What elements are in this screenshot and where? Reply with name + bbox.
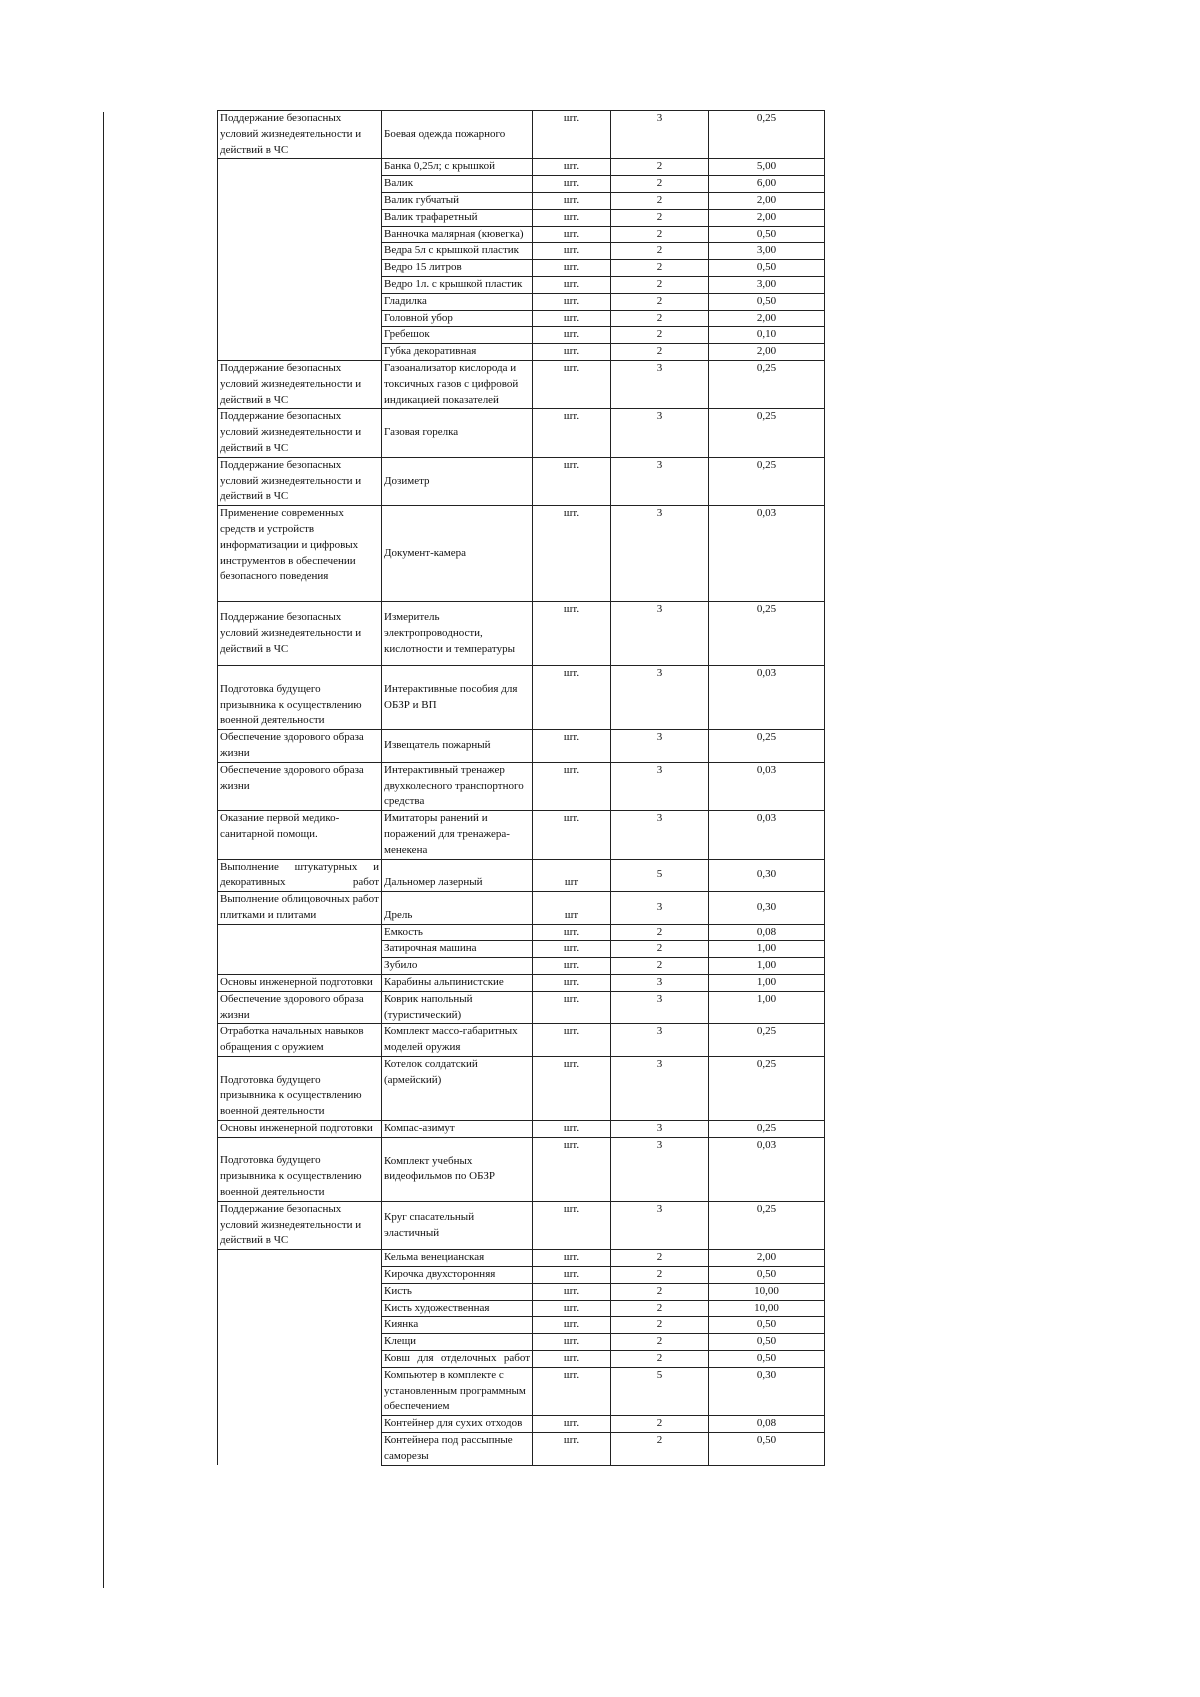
value-cell: 0,08 bbox=[709, 924, 825, 941]
section-cell: Поддержание безопасных условий жизнедеятельности и действий в ЧС bbox=[218, 457, 382, 505]
table-row bbox=[218, 327, 825, 344]
unit-cell: шт. bbox=[533, 506, 611, 602]
unit-cell: шт. bbox=[533, 327, 611, 344]
table-row bbox=[218, 1351, 825, 1368]
table-row bbox=[218, 310, 825, 327]
qty-cell: 2 bbox=[611, 243, 709, 260]
qty-cell: 2 bbox=[611, 159, 709, 176]
section-cell bbox=[218, 159, 382, 176]
left-margin-line bbox=[103, 112, 104, 1588]
unit-cell: шт. bbox=[533, 991, 611, 1024]
qty-cell: 3 bbox=[611, 111, 709, 159]
value-cell: 1,00 bbox=[709, 991, 825, 1024]
qty-cell: 3 bbox=[611, 811, 709, 859]
section-cell: Отработка начальных навыков обращения с оружием bbox=[218, 1024, 382, 1057]
qty-cell: 3 bbox=[611, 762, 709, 810]
value-cell: 0,50 bbox=[709, 1334, 825, 1351]
table-row bbox=[218, 762, 825, 810]
qty-cell: 3 bbox=[611, 457, 709, 505]
unit-cell: шт bbox=[533, 859, 611, 892]
unit-cell: шт. bbox=[533, 276, 611, 293]
unit-cell: шт. bbox=[533, 1057, 611, 1121]
qty-cell: 2 bbox=[611, 1416, 709, 1433]
qty-cell: 3 bbox=[611, 892, 709, 925]
unit-cell: шт. bbox=[533, 360, 611, 408]
unit-cell: шт. bbox=[533, 344, 611, 361]
section-cell: Основы инженерной подготовки bbox=[218, 975, 382, 992]
item-cell: Ванночка малярная (кювегка) bbox=[382, 226, 533, 243]
qty-cell: 2 bbox=[611, 1433, 709, 1466]
section-cell bbox=[218, 260, 382, 277]
section-cell bbox=[218, 192, 382, 209]
value-cell: 0,25 bbox=[709, 730, 825, 763]
table-row bbox=[218, 226, 825, 243]
qty-cell: 2 bbox=[611, 1317, 709, 1334]
table-row bbox=[218, 176, 825, 193]
qty-cell: 3 bbox=[611, 1024, 709, 1057]
value-cell: 0,10 bbox=[709, 327, 825, 344]
section-cell bbox=[218, 1317, 382, 1334]
table-row bbox=[218, 811, 825, 859]
value-cell: 0,03 bbox=[709, 762, 825, 810]
section-cell bbox=[218, 1283, 382, 1300]
value-cell: 1,00 bbox=[709, 941, 825, 958]
qty-cell: 2 bbox=[611, 1334, 709, 1351]
section-cell bbox=[218, 243, 382, 260]
section-cell bbox=[218, 1416, 382, 1433]
section-cell: Поддержание безопасных условий жизнедеятельности и действий в ЧС bbox=[218, 111, 382, 159]
table-row bbox=[218, 975, 825, 992]
section-cell: Обеспечение здорового образа жизни bbox=[218, 991, 382, 1024]
qty-cell: 2 bbox=[611, 1250, 709, 1267]
table-row bbox=[218, 1317, 825, 1334]
qty-cell: 2 bbox=[611, 344, 709, 361]
table-row bbox=[218, 344, 825, 361]
qty-cell: 2 bbox=[611, 958, 709, 975]
unit-cell: шт. bbox=[533, 176, 611, 193]
value-cell: 0,25 bbox=[709, 1057, 825, 1121]
qty-cell: 3 bbox=[611, 975, 709, 992]
qty-cell: 2 bbox=[611, 1300, 709, 1317]
item-cell: Затирочная машина bbox=[382, 941, 533, 958]
value-cell: 2,00 bbox=[709, 310, 825, 327]
table-row bbox=[218, 457, 825, 505]
value-cell: 6,00 bbox=[709, 176, 825, 193]
item-cell: Боевая одежда пожарного bbox=[382, 111, 533, 159]
table-row bbox=[218, 243, 825, 260]
item-cell: Котелок солдатский (армейский) bbox=[382, 1057, 533, 1121]
value-cell: 0,08 bbox=[709, 1416, 825, 1433]
qty-cell: 2 bbox=[611, 192, 709, 209]
unit-cell: шт. bbox=[533, 159, 611, 176]
unit-cell: шт. bbox=[533, 666, 611, 730]
value-cell: 0,03 bbox=[709, 811, 825, 859]
unit-cell: шт bbox=[533, 892, 611, 925]
table-row bbox=[218, 666, 825, 730]
section-cell: Поддержание безопасных условий жизнедеятельности и действий в ЧС bbox=[218, 1201, 382, 1249]
qty-cell: 3 bbox=[611, 1057, 709, 1121]
unit-cell: шт. bbox=[533, 1137, 611, 1201]
table-row bbox=[218, 1057, 825, 1121]
qty-cell: 2 bbox=[611, 226, 709, 243]
qty-cell: 5 bbox=[611, 859, 709, 892]
section-cell: Подготовка будущего призывника к осуществлению военной деятельности bbox=[218, 666, 382, 730]
unit-cell: шт. bbox=[533, 1283, 611, 1300]
value-cell: 0,03 bbox=[709, 506, 825, 602]
qty-cell: 3 bbox=[611, 1121, 709, 1138]
value-cell: 0,30 bbox=[709, 892, 825, 925]
unit-cell: шт. bbox=[533, 1201, 611, 1249]
unit-cell: шт. bbox=[533, 1121, 611, 1138]
item-cell: Кисть bbox=[382, 1283, 533, 1300]
unit-cell: шт. bbox=[533, 192, 611, 209]
table-row bbox=[218, 892, 825, 925]
section-cell bbox=[218, 276, 382, 293]
section-cell: Применение современных средств и устройств информатизации и цифровых инструментов в обеспечении безопасного поведения bbox=[218, 506, 382, 602]
value-cell: 0,50 bbox=[709, 1433, 825, 1466]
unit-cell: шт. bbox=[533, 1416, 611, 1433]
value-cell: 0,25 bbox=[709, 602, 825, 666]
item-cell: Компьютер в комплекте с установленным программным обеспечением bbox=[382, 1367, 533, 1415]
qty-cell: 3 bbox=[611, 506, 709, 602]
section-cell: Выполнение облицовочных работ плитками и плитами bbox=[218, 892, 382, 925]
qty-cell: 2 bbox=[611, 1267, 709, 1284]
unit-cell: шт. bbox=[533, 457, 611, 505]
unit-cell: шт. bbox=[533, 1250, 611, 1267]
qty-cell: 3 bbox=[611, 602, 709, 666]
item-cell: Документ-камера bbox=[382, 506, 533, 602]
unit-cell: шт. bbox=[533, 260, 611, 277]
value-cell: 0,25 bbox=[709, 1201, 825, 1249]
section-cell bbox=[218, 1433, 382, 1466]
item-cell: Зубило bbox=[382, 958, 533, 975]
section-cell: Выполнение штукатурных и декоративных работ bbox=[218, 859, 382, 892]
value-cell: 2,00 bbox=[709, 344, 825, 361]
table-row bbox=[218, 1283, 825, 1300]
item-cell: Дозиметр bbox=[382, 457, 533, 505]
unit-cell: шт. bbox=[533, 941, 611, 958]
unit-cell: шт. bbox=[533, 1024, 611, 1057]
item-cell: Головной убор bbox=[382, 310, 533, 327]
table-row bbox=[218, 159, 825, 176]
section-cell: Подготовка будущего призывника к осуществлению военной деятельности bbox=[218, 1137, 382, 1201]
item-cell: Компас-азимут bbox=[382, 1121, 533, 1138]
qty-cell: 2 bbox=[611, 260, 709, 277]
value-cell: 3,00 bbox=[709, 276, 825, 293]
item-cell: Кирочка двухсторонняя bbox=[382, 1267, 533, 1284]
value-cell: 5,00 bbox=[709, 159, 825, 176]
qty-cell: 2 bbox=[611, 176, 709, 193]
item-cell: Кисть художественная bbox=[382, 1300, 533, 1317]
section-cell: Обеспечение здорового образа жизни bbox=[218, 762, 382, 810]
qty-cell: 2 bbox=[611, 1351, 709, 1368]
value-cell: 0,50 bbox=[709, 226, 825, 243]
value-cell: 2,00 bbox=[709, 1250, 825, 1267]
item-cell: Имитаторы ранений и поражений для тренажера-менекена bbox=[382, 811, 533, 859]
table-row bbox=[218, 924, 825, 941]
item-cell: Круг спасательный эластичный bbox=[382, 1201, 533, 1249]
unit-cell: шт. bbox=[533, 1317, 611, 1334]
section-cell bbox=[218, 958, 382, 975]
section-cell: Основы инженерной подготовки bbox=[218, 1121, 382, 1138]
unit-cell: шт. bbox=[533, 409, 611, 457]
table-row bbox=[218, 991, 825, 1024]
item-cell: Ведро 1л. с крышкой пластик bbox=[382, 276, 533, 293]
value-cell: 3,00 bbox=[709, 243, 825, 260]
value-cell: 1,00 bbox=[709, 958, 825, 975]
section-cell bbox=[218, 1367, 382, 1415]
unit-cell: шт. bbox=[533, 243, 611, 260]
section-cell: Оказание первой медико-санитарной помощи. bbox=[218, 811, 382, 859]
item-cell: Клещи bbox=[382, 1334, 533, 1351]
qty-cell: 2 bbox=[611, 293, 709, 310]
section-cell bbox=[218, 209, 382, 226]
qty-cell: 2 bbox=[611, 924, 709, 941]
unit-cell: шт. bbox=[533, 209, 611, 226]
value-cell: 0,30 bbox=[709, 859, 825, 892]
section-cell: Поддержание безопасных условий жизнедеятельности и действий в ЧС bbox=[218, 602, 382, 666]
unit-cell: шт. bbox=[533, 602, 611, 666]
qty-cell: 2 bbox=[611, 209, 709, 226]
table-row bbox=[218, 730, 825, 763]
value-cell: 10,00 bbox=[709, 1283, 825, 1300]
item-cell: Губка декоративная bbox=[382, 344, 533, 361]
qty-cell: 3 bbox=[611, 360, 709, 408]
section-cell bbox=[218, 226, 382, 243]
item-cell: Карабины альпинистские bbox=[382, 975, 533, 992]
unit-cell: шт. bbox=[533, 762, 611, 810]
qty-cell: 2 bbox=[611, 1283, 709, 1300]
item-cell: Комплект учебных видеофильмов по ОБЗР bbox=[382, 1137, 533, 1201]
table-row bbox=[218, 941, 825, 958]
table-row bbox=[218, 276, 825, 293]
qty-cell: 3 bbox=[611, 1137, 709, 1201]
item-cell: Комплект массо-габаритных моделей оружия bbox=[382, 1024, 533, 1057]
value-cell: 0,25 bbox=[709, 409, 825, 457]
table-row bbox=[218, 859, 825, 892]
unit-cell: шт. bbox=[533, 730, 611, 763]
section-cell: Поддержание безопасных условий жизнедеятельности и действий в ЧС bbox=[218, 360, 382, 408]
section-cell bbox=[218, 1300, 382, 1317]
item-cell: Киянка bbox=[382, 1317, 533, 1334]
value-cell: 2,00 bbox=[709, 209, 825, 226]
unit-cell: шт. bbox=[533, 111, 611, 159]
table-row bbox=[218, 1024, 825, 1057]
value-cell: 0,25 bbox=[709, 360, 825, 408]
item-cell: Дрель bbox=[382, 892, 533, 925]
table-row bbox=[218, 111, 825, 159]
section-cell bbox=[218, 176, 382, 193]
unit-cell: шт. bbox=[533, 1351, 611, 1368]
item-cell: Ведра 5л с крышкой пластик bbox=[382, 243, 533, 260]
section-cell bbox=[218, 344, 382, 361]
qty-cell: 3 bbox=[611, 991, 709, 1024]
section-cell: Подготовка будущего призывника к осуществлению военной деятельности bbox=[218, 1057, 382, 1121]
table-row bbox=[218, 1137, 825, 1201]
table-row bbox=[218, 1121, 825, 1138]
equipment-table bbox=[217, 110, 825, 1466]
value-cell: 0,25 bbox=[709, 1121, 825, 1138]
unit-cell: шт. bbox=[533, 1267, 611, 1284]
section-cell bbox=[218, 1250, 382, 1267]
table-row bbox=[218, 360, 825, 408]
value-cell: 1,00 bbox=[709, 975, 825, 992]
item-cell: Валик трафаретный bbox=[382, 209, 533, 226]
qty-cell: 2 bbox=[611, 941, 709, 958]
value-cell: 0,25 bbox=[709, 457, 825, 505]
table-row bbox=[218, 1300, 825, 1317]
item-cell: Газоанализатор кислорода и токсичных газов с цифровой индикацией показателей bbox=[382, 360, 533, 408]
table-row bbox=[218, 293, 825, 310]
section-cell bbox=[218, 1334, 382, 1351]
unit-cell: шт. bbox=[533, 1334, 611, 1351]
value-cell: 0,50 bbox=[709, 1317, 825, 1334]
qty-cell: 3 bbox=[611, 730, 709, 763]
item-cell: Гребешок bbox=[382, 327, 533, 344]
item-cell: Извещатель пожарный bbox=[382, 730, 533, 763]
item-cell: Дальномер лазерный bbox=[382, 859, 533, 892]
value-cell: 0,03 bbox=[709, 666, 825, 730]
item-cell: Контейнера под рассыпные саморезы bbox=[382, 1433, 533, 1466]
table-row bbox=[218, 260, 825, 277]
unit-cell: шт. bbox=[533, 1300, 611, 1317]
value-cell: 0,25 bbox=[709, 1024, 825, 1057]
unit-cell: шт. bbox=[533, 226, 611, 243]
unit-cell: шт. bbox=[533, 958, 611, 975]
value-cell: 2,00 bbox=[709, 192, 825, 209]
item-cell: Гладилка bbox=[382, 293, 533, 310]
qty-cell: 5 bbox=[611, 1367, 709, 1415]
item-cell: Ковш для отделочных работ bbox=[382, 1351, 533, 1368]
unit-cell: шт. bbox=[533, 924, 611, 941]
value-cell: 0,50 bbox=[709, 1351, 825, 1368]
unit-cell: шт. bbox=[533, 1433, 611, 1466]
value-cell: 0,50 bbox=[709, 293, 825, 310]
item-cell: Контейнер для сухих отходов bbox=[382, 1416, 533, 1433]
unit-cell: шт. bbox=[533, 811, 611, 859]
table-row bbox=[218, 1334, 825, 1351]
item-cell: Коврик напольный (туристический) bbox=[382, 991, 533, 1024]
table-row bbox=[218, 1201, 825, 1249]
value-cell: 0,50 bbox=[709, 260, 825, 277]
qty-cell: 2 bbox=[611, 327, 709, 344]
table-row bbox=[218, 192, 825, 209]
table-row bbox=[218, 409, 825, 457]
section-cell bbox=[218, 941, 382, 958]
value-cell: 0,25 bbox=[709, 111, 825, 159]
item-cell: Измеритель электропроводности, кислотности и температуры bbox=[382, 602, 533, 666]
item-cell: Ведро 15 литров bbox=[382, 260, 533, 277]
item-cell: Валик bbox=[382, 176, 533, 193]
value-cell: 0,03 bbox=[709, 1137, 825, 1201]
table-row bbox=[218, 1433, 825, 1466]
qty-cell: 2 bbox=[611, 310, 709, 327]
section-cell: Поддержание безопасных условий жизнедеятельности и действий в ЧС bbox=[218, 409, 382, 457]
value-cell: 0,50 bbox=[709, 1267, 825, 1284]
table-row bbox=[218, 1367, 825, 1415]
unit-cell: шт. bbox=[533, 975, 611, 992]
item-cell: Банка 0,25л; с крышкой bbox=[382, 159, 533, 176]
table-row bbox=[218, 958, 825, 975]
table-row bbox=[218, 1250, 825, 1267]
section-cell bbox=[218, 1351, 382, 1368]
qty-cell: 3 bbox=[611, 409, 709, 457]
qty-cell: 3 bbox=[611, 666, 709, 730]
item-cell: Валик губчатый bbox=[382, 192, 533, 209]
item-cell: Кельма венецианская bbox=[382, 1250, 533, 1267]
item-cell: Интерактивный тренажер двухколесного транспортного средства bbox=[382, 762, 533, 810]
value-cell: 10,00 bbox=[709, 1300, 825, 1317]
unit-cell: шт. bbox=[533, 1367, 611, 1415]
section-cell bbox=[218, 1267, 382, 1284]
table-row bbox=[218, 209, 825, 226]
item-cell: Интерактивные пособия для ОБЗР и ВП bbox=[382, 666, 533, 730]
section-cell: Обеспечение здорового образа жизни bbox=[218, 730, 382, 763]
unit-cell: шт. bbox=[533, 310, 611, 327]
item-cell: Газовая горелка bbox=[382, 409, 533, 457]
section-cell bbox=[218, 310, 382, 327]
section-cell bbox=[218, 293, 382, 310]
unit-cell: шт. bbox=[533, 293, 611, 310]
qty-cell: 3 bbox=[611, 1201, 709, 1249]
table-row bbox=[218, 1267, 825, 1284]
table-row bbox=[218, 602, 825, 666]
table-row bbox=[218, 506, 825, 602]
value-cell: 0,30 bbox=[709, 1367, 825, 1415]
qty-cell: 2 bbox=[611, 276, 709, 293]
section-cell bbox=[218, 924, 382, 941]
item-cell: Емкость bbox=[382, 924, 533, 941]
table-row bbox=[218, 1416, 825, 1433]
section-cell bbox=[218, 327, 382, 344]
